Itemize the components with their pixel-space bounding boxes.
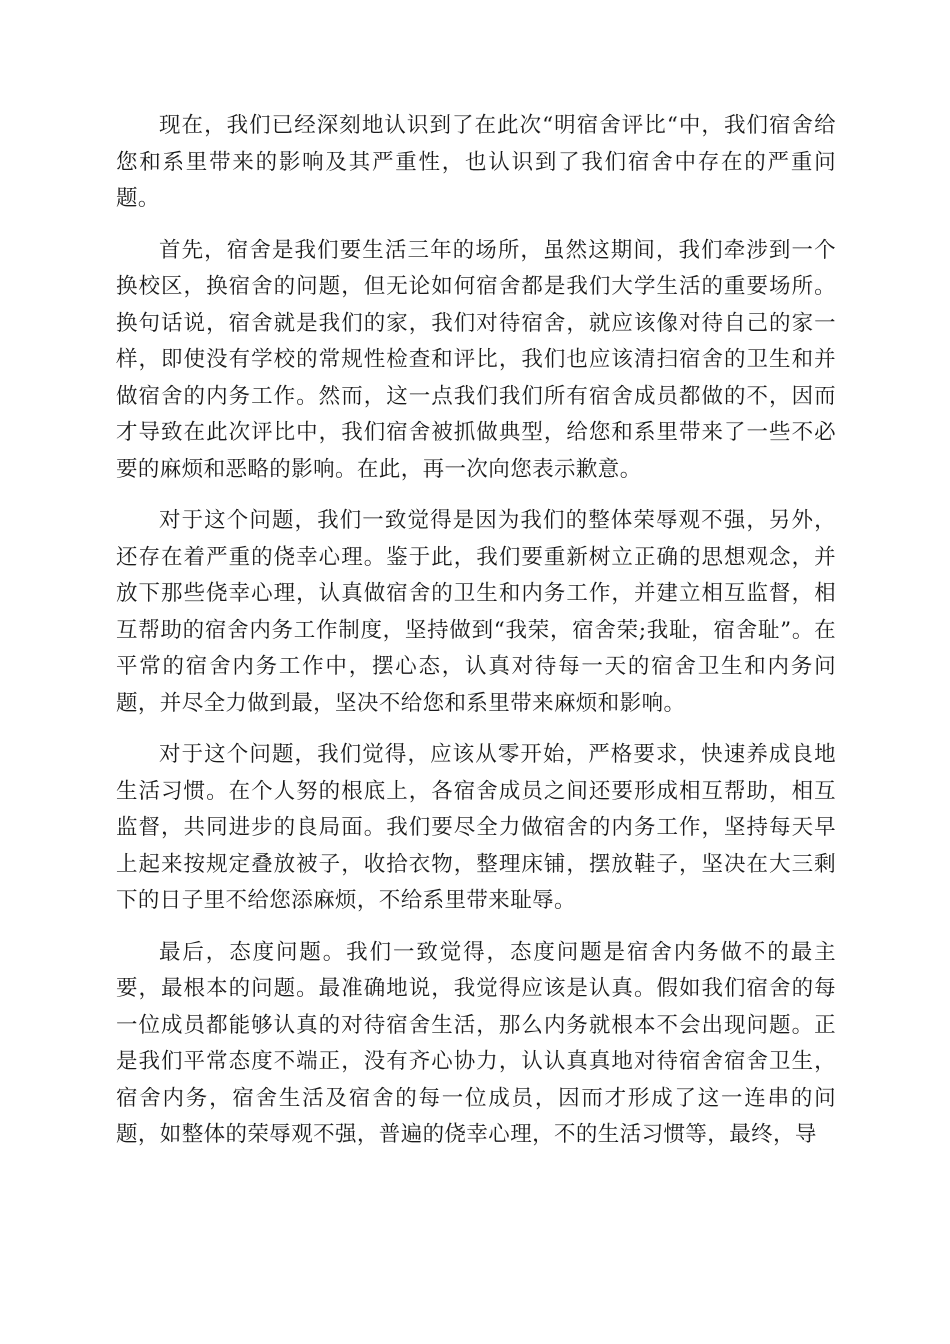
paragraph-1: 现在，我们已经深刻地认识到了在此次“明宿舍评比“中，我们宿舍给您和系里带来的影响及其严重性，也认识到了我们宿舍中存在的严重问题。	[116, 113, 836, 211]
document-body	[116, 108, 836, 1169]
paragraph-4: 对于这个问题，我们觉得，应该从零开始，严格要求，快速养成良地生活习惯。在个人努的根底上，各宿舍成员之间还要形成相互帮助，相互监督，共同进步的良局面。我们要尽全力做宿舍的内务工作，坚持每天早上起来按规定叠放被子，收拾衣物，整理床铺，摆放鞋子，坚决在大三剩下的日子里不给您添麻烦，不给系里带来耻辱。	[116, 742, 836, 913]
paragraph-2: 首先，宿舍是我们要生活三年的场所，虽然这期间，我们牵涉到一个换校区，换宿舍的问题，但无论如何宿舍都是我们大学生活的重要场所。换句话说，宿舍就是我们的家，我们对待宿舍，就应该像对待自己的家一样，即使没有学校的常规性检查和评比，我们也应该清扫宿舍的卫生和并做宿舍的内务工作。然而，这一点我们我们所有宿舍成员都做的不，因而才导致在此次评比中，我们宿舍被抓做典型，给您和系里带来了一些不必要的麻烦和恶略的影响。在此，再一次向您表示歉意。	[116, 237, 836, 482]
paragraph-5: 最后，态度问题。我们一致觉得，态度问题是宿舍内务做不的最主要，最根本的问题。最准确地说，我觉得应该是认真。假如我们宿舍的每一位成员都能够认真的对待宿舍生活，那么内务就根本不会出现问题。正是我们平常态度不端正，没有齐心协力，认认真真地对待宿舍宿舍卫生，宿舍内务，宿舍生活及宿舍的每一位成员，因而才形成了这一连串的问题，如整体的荣辱观不强，普遍的侥幸心理，不的生活习惯等，最终，导	[116, 939, 836, 1147]
paragraph-3: 对于这个问题，我们一致觉得是因为我们的整体荣辱观不强，另外，还存在着严重的侥幸心理。鉴于此，我们要重新树立正确的思想观念，并放下那些侥幸心理，认真做宿舍的卫生和内务工作，并建立相互监督，相互帮助的宿舍内务工作制度，坚持做到“我荣，宿舍荣;我耻，宿舍耻”。在平常的宿舍内务工作中，摆心态，认真对待每一天的宿舍卫生和内务问题，并尽全力做到最，坚决不给您和系里带来麻烦和影响。	[116, 508, 836, 716]
